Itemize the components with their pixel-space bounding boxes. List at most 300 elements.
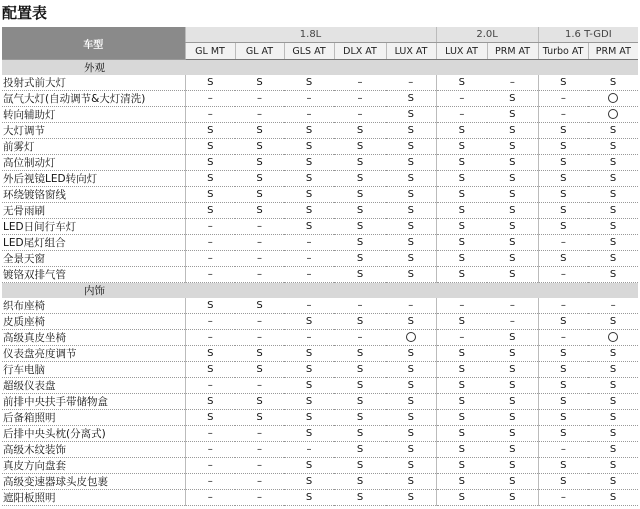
value-cell: S [487,267,538,283]
value-cell: S [284,219,334,235]
value-cell: S [334,123,386,139]
value-cell: – [538,267,588,283]
optional-cell [588,91,638,107]
value-cell: S [386,346,436,362]
value-cell: S [334,362,386,378]
value-cell: S [284,75,334,91]
value-cell: – [185,91,235,107]
value-cell: S [588,187,638,203]
value-cell: S [436,442,487,458]
value-cell: – [538,235,588,251]
value-cell: S [334,251,386,267]
value-cell: S [588,235,638,251]
value-cell: S [588,410,638,426]
value-cell: – [185,219,235,235]
value-cell: S [235,123,284,139]
feature-name: 全景天窗 [2,251,185,267]
feature-name: 织布座椅 [2,298,185,314]
value-cell: S [334,139,386,155]
value-cell: – [235,235,284,251]
feature-name: 氙气大灯(自动调节&大灯清洗) [2,91,185,107]
value-cell: S [436,490,487,506]
value-cell: S [538,251,588,267]
section-filler [334,60,386,76]
value-cell: S [386,235,436,251]
value-cell: – [538,330,588,346]
section-label: 内饰 [2,283,185,299]
table-row [2,219,638,235]
value-cell: S [436,75,487,91]
value-cell: S [386,394,436,410]
section-filler [386,60,436,76]
value-cell: – [284,235,334,251]
feature-name: 高级变速器球头皮包裹 [2,474,185,490]
value-cell: S [538,139,588,155]
value-cell: S [487,203,538,219]
value-cell: S [588,75,638,91]
value-cell: – [487,75,538,91]
value-cell: S [538,203,588,219]
value-cell: S [284,458,334,474]
value-cell: S [284,378,334,394]
section-row [2,283,638,299]
value-cell: S [487,219,538,235]
value-cell: – [284,107,334,123]
value-cell: S [436,458,487,474]
value-cell: S [588,426,638,442]
value-cell: S [284,187,334,203]
value-cell: – [235,378,284,394]
value-cell: S [334,203,386,219]
value-cell: – [588,298,638,314]
value-cell: S [386,442,436,458]
value-cell: S [588,267,638,283]
value-cell: S [487,442,538,458]
value-cell: S [436,139,487,155]
value-cell: – [185,474,235,490]
feature-name: 超级仪表盘 [2,378,185,394]
value-cell: S [386,267,436,283]
value-cell: – [334,75,386,91]
value-cell: S [436,314,487,330]
trim-header: PRM AT [487,43,538,60]
value-cell: S [588,394,638,410]
value-cell: S [235,139,284,155]
value-cell: S [284,123,334,139]
value-cell: S [588,123,638,139]
value-cell: – [185,330,235,346]
feature-name: 前雾灯 [2,139,185,155]
feature-name: 仪表盘亮度调节 [2,346,185,362]
optional-circle-icon [608,332,618,342]
value-cell: S [386,410,436,426]
value-cell: – [185,267,235,283]
feature-name: 高级真皮坐椅 [2,330,185,346]
value-cell: S [185,75,235,91]
optional-cell [588,107,638,123]
value-cell: S [235,171,284,187]
feature-name: 高位制动灯 [2,155,185,171]
value-cell: – [235,251,284,267]
feature-name: 环绕镀铬窗线 [2,187,185,203]
value-cell: S [538,171,588,187]
table-row [2,75,638,91]
value-cell: S [235,203,284,219]
value-cell: S [538,75,588,91]
value-cell: S [386,362,436,378]
value-cell: S [436,346,487,362]
feature-name: 投射式前大灯 [2,75,185,91]
value-cell: S [487,458,538,474]
value-cell: S [334,442,386,458]
value-cell: S [538,410,588,426]
value-cell: S [334,219,386,235]
value-cell: S [538,123,588,139]
table-row [2,139,638,155]
table-row [2,251,638,267]
value-cell: S [334,267,386,283]
table-row [2,458,638,474]
value-cell: – [386,75,436,91]
trim-header: Turbo AT [538,43,588,60]
table-row [2,187,638,203]
section-filler [436,60,487,76]
value-cell: – [185,458,235,474]
value-cell: S [334,410,386,426]
value-cell: S [487,426,538,442]
value-cell: S [386,91,436,107]
value-cell: – [334,298,386,314]
value-cell: S [235,187,284,203]
value-cell: S [334,426,386,442]
value-cell: S [386,458,436,474]
value-cell: S [436,219,487,235]
value-cell: S [538,394,588,410]
value-cell: S [436,155,487,171]
value-cell: – [235,442,284,458]
value-cell: S [487,91,538,107]
value-cell: S [538,187,588,203]
value-cell: S [185,346,235,362]
value-cell: S [334,346,386,362]
value-cell: S [538,378,588,394]
table-row [2,91,638,107]
section-filler [185,60,235,76]
value-cell: S [487,410,538,426]
value-cell: S [386,219,436,235]
value-cell: S [436,123,487,139]
table-row [2,203,638,219]
table-row [2,490,638,506]
feature-name: 高级木纹装饰 [2,442,185,458]
value-cell: – [487,314,538,330]
value-cell: S [185,298,235,314]
value-cell: – [235,426,284,442]
trim-header: LUX AT [436,43,487,60]
value-cell: S [284,410,334,426]
value-cell: – [185,107,235,123]
value-cell: S [284,394,334,410]
feature-name: LED日间行车灯 [2,219,185,235]
value-cell: S [588,474,638,490]
value-cell: – [185,378,235,394]
table-row [2,298,638,314]
value-cell: S [588,171,638,187]
value-cell: – [284,330,334,346]
value-cell: S [588,362,638,378]
value-cell: – [334,330,386,346]
value-cell: S [386,155,436,171]
trim-header: LUX AT [386,43,436,60]
value-cell: S [284,426,334,442]
value-cell: – [235,267,284,283]
value-cell: – [436,91,487,107]
value-cell: S [436,267,487,283]
section-label: 外观 [2,60,185,76]
value-cell: S [487,155,538,171]
value-cell: S [284,314,334,330]
feature-name: 后排中央头枕(分离式) [2,426,185,442]
value-cell: – [235,330,284,346]
value-cell: S [334,394,386,410]
value-cell: S [487,330,538,346]
section-filler [436,283,487,299]
section-filler [284,60,334,76]
optional-circle-icon [608,109,618,119]
spec-table-body [2,60,638,506]
feature-name: 前排中央扶手带储物盒 [2,394,185,410]
value-cell: – [284,298,334,314]
trim-header: GL AT [235,43,284,60]
value-cell: S [436,426,487,442]
value-cell: S [538,155,588,171]
value-cell: S [386,107,436,123]
value-cell: S [235,75,284,91]
trim-header: DLX AT [334,43,386,60]
value-cell: S [284,139,334,155]
feature-name: 外后视镜LED转向灯 [2,171,185,187]
header-group-row [2,27,638,43]
value-cell: – [538,490,588,506]
value-cell: S [235,362,284,378]
value-cell: S [334,314,386,330]
value-cell: S [538,426,588,442]
value-cell: S [185,410,235,426]
trim-header: GLS AT [284,43,334,60]
value-cell: S [334,235,386,251]
value-cell: S [284,171,334,187]
feature-name: 真皮方向盘套 [2,458,185,474]
value-cell: – [538,107,588,123]
value-cell: S [436,410,487,426]
value-cell: S [334,378,386,394]
value-cell: S [487,171,538,187]
table-row [2,474,638,490]
value-cell: S [538,362,588,378]
feature-name: 转向辅助灯 [2,107,185,123]
value-cell: S [487,378,538,394]
spec-table [2,27,638,506]
value-cell: S [436,203,487,219]
value-cell: S [386,171,436,187]
value-cell: S [235,346,284,362]
value-cell: S [436,378,487,394]
value-cell: S [284,474,334,490]
trim-header: PRM AT [588,43,638,60]
value-cell: – [235,219,284,235]
table-row [2,330,638,346]
value-cell: – [538,298,588,314]
value-cell: S [386,314,436,330]
table-row [2,410,638,426]
section-filler [487,60,538,76]
value-cell: S [185,362,235,378]
feature-name: 行车电脑 [2,362,185,378]
value-cell: S [386,123,436,139]
value-cell: – [334,107,386,123]
spec-table-header [2,27,638,60]
value-cell: S [487,394,538,410]
group-header-1-6t: 1.6 T-GDI [538,27,638,43]
model-header: 车型 [2,27,185,60]
value-cell: S [436,171,487,187]
optional-cell [588,330,638,346]
value-cell: S [436,362,487,378]
value-cell: – [284,442,334,458]
table-row [2,378,638,394]
table-row [2,314,638,330]
value-cell: S [386,203,436,219]
value-cell: S [334,187,386,203]
value-cell: S [334,474,386,490]
section-filler [235,283,284,299]
value-cell: S [334,458,386,474]
value-cell: S [284,362,334,378]
value-cell: S [436,474,487,490]
value-cell: – [436,330,487,346]
value-cell: S [386,378,436,394]
value-cell: S [487,123,538,139]
value-cell: S [185,171,235,187]
table-row [2,426,638,442]
value-cell: S [538,458,588,474]
value-cell: – [185,314,235,330]
optional-cell [386,330,436,346]
value-cell: S [284,490,334,506]
value-cell: S [487,235,538,251]
value-cell: S [487,251,538,267]
value-cell: – [538,442,588,458]
value-cell: – [185,426,235,442]
value-cell: S [386,490,436,506]
feature-name: LED尾灯组合 [2,235,185,251]
value-cell: S [588,442,638,458]
value-cell: – [185,442,235,458]
value-cell: S [487,474,538,490]
value-cell: S [235,298,284,314]
section-filler [588,283,638,299]
feature-name: 皮质座椅 [2,314,185,330]
value-cell: S [334,490,386,506]
value-cell: S [386,426,436,442]
value-cell: – [487,298,538,314]
group-header-1-8l: 1.8L [185,27,436,43]
value-cell: S [436,394,487,410]
value-cell: S [588,314,638,330]
table-row [2,155,638,171]
feature-name: 无骨雨刷 [2,203,185,219]
value-cell: – [334,91,386,107]
section-filler [386,283,436,299]
value-cell: S [334,155,386,171]
table-row [2,362,638,378]
optional-circle-icon [406,332,416,342]
value-cell: S [588,490,638,506]
value-cell: – [235,458,284,474]
value-cell: S [235,410,284,426]
value-cell: S [386,187,436,203]
group-header-2-0l: 2.0L [436,27,538,43]
section-filler [588,60,638,76]
value-cell: S [185,123,235,139]
value-cell: S [436,235,487,251]
value-cell: S [386,474,436,490]
table-row [2,394,638,410]
value-cell: – [185,251,235,267]
value-cell: S [284,346,334,362]
value-cell: – [185,235,235,251]
value-cell: – [235,107,284,123]
value-cell: – [284,91,334,107]
value-cell: S [334,171,386,187]
table-row [2,235,638,251]
feature-name: 后备箱照明 [2,410,185,426]
value-cell: S [588,458,638,474]
value-cell: – [284,251,334,267]
value-cell: S [284,155,334,171]
page-title: 配置表 [2,4,48,22]
value-cell: – [436,298,487,314]
value-cell: S [487,139,538,155]
value-cell: S [588,139,638,155]
value-cell: S [436,251,487,267]
table-row [2,107,638,123]
value-cell: S [185,139,235,155]
value-cell: – [386,298,436,314]
value-cell: – [436,107,487,123]
value-cell: S [284,203,334,219]
feature-name: 镀铬双排气管 [2,267,185,283]
value-cell: S [487,362,538,378]
table-row [2,267,638,283]
feature-name: 大灯调节 [2,123,185,139]
table-row [2,442,638,458]
section-filler [235,60,284,76]
section-filler [487,283,538,299]
section-filler [185,283,235,299]
value-cell: S [386,139,436,155]
value-cell: S [588,155,638,171]
value-cell: S [487,187,538,203]
value-cell: – [235,490,284,506]
feature-name: 遮阳板照明 [2,490,185,506]
value-cell: S [538,219,588,235]
trim-header: GL MT [185,43,235,60]
value-cell: S [487,107,538,123]
value-cell: S [235,155,284,171]
table-row [2,171,638,187]
value-cell: – [235,474,284,490]
